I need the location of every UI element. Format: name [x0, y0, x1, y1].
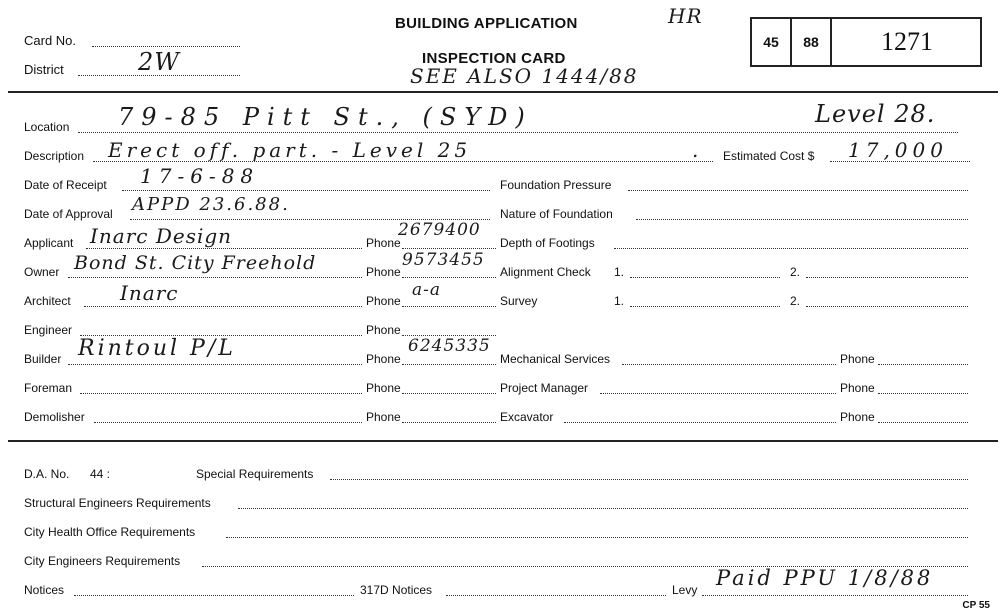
owner-value: Bond St. City Freehold: [74, 252, 317, 274]
foundation-pressure-label: Foundation Pressure: [500, 178, 612, 192]
footer-divider: [8, 440, 998, 442]
card-no-label: Card No.: [24, 33, 77, 48]
survey-label: Survey: [500, 294, 538, 308]
architect-phone-line[interactable]: [402, 306, 496, 307]
district-value: 2W: [138, 48, 180, 76]
city-engineers-label: City Engineers Requirements: [24, 554, 181, 568]
project-manager-phone-label: Phone: [840, 381, 875, 395]
excavator-label: Excavator: [500, 410, 554, 424]
notices-line[interactable]: [74, 595, 354, 596]
special-requirements-label: Special Requirements: [196, 467, 314, 481]
builder-line[interactable]: [68, 364, 362, 365]
mechanical-label: Mechanical Services: [500, 352, 611, 366]
applicant-phone-label: Phone: [366, 236, 401, 250]
survey-n2: 2.: [790, 294, 801, 308]
engineer-phone-label: Phone: [366, 323, 401, 337]
applicant-value: Inarc Design: [90, 224, 233, 248]
317d-notices-line[interactable]: [446, 595, 666, 596]
notices-label: Notices: [24, 583, 65, 597]
location-extra: Level 28.: [815, 100, 936, 128]
foreman-phone-label: Phone: [366, 381, 401, 395]
excavator-line[interactable]: [564, 422, 836, 423]
survey-n1: 1.: [614, 294, 625, 308]
demolisher-phone-label: Phone: [366, 410, 401, 424]
foreman-label: Foreman: [24, 381, 73, 395]
da-no-label: D.A. No.: [24, 467, 70, 481]
excavator-phone-label: Phone: [840, 410, 875, 424]
box-number: 1271: [881, 27, 933, 56]
builder-phone: 6245335: [408, 336, 491, 356]
architect-label: Architect: [24, 294, 71, 308]
date-approval-label: Date of Approval: [24, 207, 113, 221]
form-subtitle: INSPECTION CARD: [422, 50, 566, 67]
date-receipt-line[interactable]: [122, 190, 490, 191]
applicant-phone: 2679400: [398, 220, 481, 240]
location-value: 79-85 Pitt St., (SYD): [118, 103, 533, 131]
mechanical-line[interactable]: [622, 364, 836, 365]
survey-line-1[interactable]: [630, 306, 780, 307]
architect-phone: a-a: [412, 280, 442, 300]
demolisher-phone-line[interactable]: [402, 422, 496, 423]
levy-label: Levy: [672, 583, 698, 597]
project-manager-line[interactable]: [600, 393, 836, 394]
health-label: City Health Office Requirements: [24, 525, 196, 539]
builder-phone-label: Phone: [366, 352, 401, 366]
project-manager-phone-line[interactable]: [878, 393, 968, 394]
header-divider: [8, 91, 998, 93]
location-label: Location: [24, 120, 70, 134]
date-receipt-label: Date of Receipt: [24, 178, 107, 192]
owner-label: Owner: [24, 265, 60, 279]
description-extra: .: [692, 138, 700, 162]
alignment-check-n1: 1.: [614, 265, 625, 279]
foreman-phone-line[interactable]: [402, 393, 496, 394]
nature-foundation-line[interactable]: [636, 219, 968, 220]
description-value: Erect off. part. - Level 25: [108, 138, 472, 162]
foundation-pressure-line[interactable]: [628, 190, 968, 191]
levy-line[interactable]: [702, 595, 968, 596]
structural-label: Structural Engineers Requirements: [24, 496, 211, 510]
location-line[interactable]: [78, 132, 958, 133]
architect-value: Inarc: [120, 281, 179, 305]
mechanical-phone-line[interactable]: [878, 364, 968, 365]
excavator-phone-line[interactable]: [878, 422, 968, 423]
district-label: District: [24, 62, 64, 77]
alignment-check-n2: 2.: [790, 265, 801, 279]
applicant-line[interactable]: [86, 248, 362, 249]
owner-line[interactable]: [68, 277, 362, 278]
applicant-label: Applicant: [24, 236, 74, 250]
mechanical-phone-label: Phone: [840, 352, 875, 366]
card-no-line[interactable]: [92, 46, 240, 47]
owner-phone-line[interactable]: [402, 277, 496, 278]
survey-line-2[interactable]: [806, 306, 968, 307]
builder-value: Rintoul P/L: [78, 336, 236, 361]
depth-footings-label: Depth of Footings: [500, 236, 595, 250]
see-also-note: SEE ALSO 1444/88: [410, 64, 639, 88]
estimated-cost-label: Estimated Cost $: [723, 149, 815, 163]
builder-label: Builder: [24, 352, 62, 366]
demolisher-label: Demolisher: [24, 410, 85, 424]
date-approval-value: APPD 23.6.88.: [132, 194, 290, 215]
estimated-cost-value: 17,000: [848, 138, 948, 162]
handwritten-initials: HR: [668, 4, 703, 28]
health-line[interactable]: [226, 537, 968, 538]
structural-line[interactable]: [238, 508, 968, 509]
form-title: BUILDING APPLICATION: [395, 15, 578, 32]
alignment-check-label: Alignment Check: [500, 265, 591, 279]
demolisher-line[interactable]: [94, 422, 362, 423]
card-number-box: [750, 17, 982, 67]
applicant-phone-line[interactable]: [402, 248, 496, 249]
da-no-value: 44 :: [90, 467, 111, 481]
depth-footings-line[interactable]: [614, 248, 968, 249]
date-receipt-value: 17-6-88: [140, 164, 260, 188]
architect-phone-label: Phone: [366, 294, 401, 308]
box-a: 45: [752, 19, 792, 65]
engineer-label: Engineer: [24, 323, 73, 337]
form-code: CP 55: [962, 600, 990, 611]
special-requirements-line[interactable]: [330, 479, 968, 480]
alignment-check-line-1[interactable]: [630, 277, 780, 278]
builder-phone-line[interactable]: [402, 364, 496, 365]
317d-notices-label: 317D Notices: [360, 583, 433, 597]
levy-value: Paid PPU 1/8/88: [716, 566, 934, 590]
description-label: Description: [24, 149, 85, 163]
alignment-check-line-2[interactable]: [806, 277, 968, 278]
foreman-line[interactable]: [80, 393, 362, 394]
box-b: 88: [792, 19, 832, 65]
architect-line[interactable]: [84, 306, 362, 307]
project-manager-label: Project Manager: [500, 381, 589, 395]
owner-phone-label: Phone: [366, 265, 401, 279]
owner-phone: 9573455: [402, 250, 485, 270]
nature-foundation-label: Nature of Foundation: [500, 207, 613, 221]
